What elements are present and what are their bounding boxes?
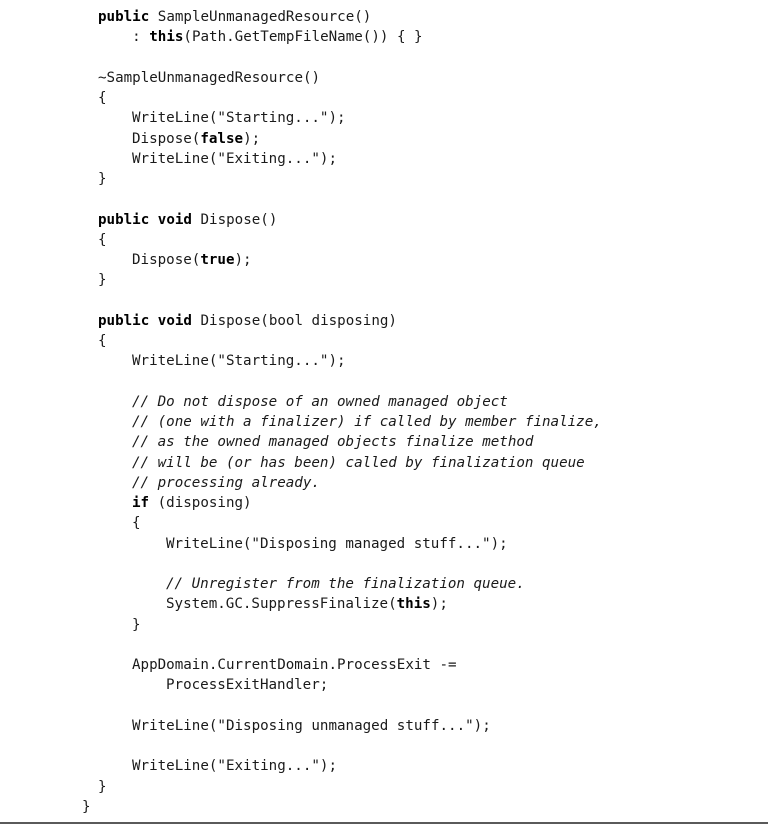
code-line [0,189,602,209]
code-line [0,493,602,513]
code-text: Dispose(bool disposing) [191,312,397,329]
code-line [0,149,602,169]
code-text: WriteLine("Starting..."); [132,110,346,127]
code-text: } [98,778,107,795]
code-line [0,574,602,594]
code-keyword: public void [98,312,192,329]
code-text: WriteLine("Disposing unmanaged stuff..."); [132,717,491,734]
code-line [0,756,602,776]
code-text: AppDomain.CurrentDomain.ProcessExit -= [132,657,457,673]
code-text: { [98,333,107,349]
code-text: ); [430,596,448,613]
code-comment: // (one with a finalizer) if called by member finalize, [132,414,602,430]
code-text: Dispose( [132,130,201,147]
code-line [0,675,602,695]
code-listing [0,7,602,817]
code-line [0,331,602,351]
code-line [0,635,602,655]
code-keyword: true [200,252,235,268]
code-text: WriteLine("Disposing managed stuff..."); [166,535,508,552]
code-comment: // Unregister from the finalization queue. [166,576,525,592]
code-keyword: if [132,495,150,511]
code-comment: // processing already. [132,474,320,491]
code-keyword: this [149,29,184,46]
page-bottom-rule [0,822,768,824]
code-line [0,210,602,230]
code-line [0,27,602,47]
code-comment: // Do not dispose of an owned managed object [132,393,508,410]
code-text: } [132,616,141,633]
code-keyword: public void [98,211,192,228]
code-line [0,736,602,756]
code-text: } [98,272,107,289]
code-text: { [98,90,107,106]
code-keyword: public [98,9,150,25]
code-text: SampleUnmanagedResource() [149,9,372,25]
code-line [0,534,602,554]
code-text: : [98,29,150,46]
code-text: WriteLine("Exiting..."); [132,758,337,775]
code-text: ProcessExitHandler; [166,677,329,694]
code-text: ); [243,130,261,147]
code-line [0,696,602,716]
code-line [0,250,602,270]
code-line [0,48,602,68]
code-text: ); [234,252,252,268]
code-keyword: false [200,130,244,147]
code-line [0,392,602,412]
code-line [0,108,602,128]
code-line [0,291,602,311]
code-line [0,554,602,574]
code-text: (disposing) [149,495,252,511]
code-text: System.GC.SuppressFinalize( [166,596,397,613]
code-comment: // as the owned managed objects finalize method [132,434,534,451]
code-line [0,473,602,493]
code-line [0,777,602,797]
code-text: } [82,798,91,815]
code-text: { [132,515,141,532]
code-line [0,311,602,331]
code-line [0,513,602,533]
code-text: { [98,231,107,248]
code-line [0,230,602,250]
code-text: (Path.GetTempFileName()) { } [183,29,423,46]
code-line [0,169,602,189]
code-line [0,594,602,614]
code-line [0,615,602,635]
code-line [0,7,602,27]
code-text: WriteLine("Exiting..."); [132,150,337,167]
code-line [0,412,602,432]
code-line [0,453,602,473]
code-line [0,372,602,392]
code-line [0,88,602,108]
code-line [0,716,602,736]
code-text: Dispose() [191,211,278,228]
code-comment: // will be (or has been) called by finalization queue [132,454,585,471]
code-line [0,68,602,88]
code-line [0,655,602,675]
code-line [0,129,602,149]
code-line [0,270,602,290]
code-text: } [98,171,107,187]
code-line [0,351,602,371]
code-text: ~SampleUnmanagedResource() [98,69,321,86]
code-keyword: this [396,596,431,613]
code-text: Dispose( [132,252,201,268]
code-line [0,797,602,817]
code-line [0,432,602,452]
code-text: WriteLine("Starting..."); [132,353,346,370]
